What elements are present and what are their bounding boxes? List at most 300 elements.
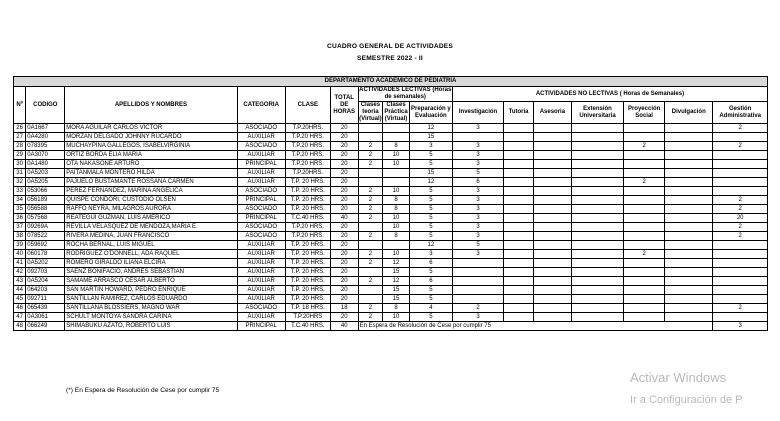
cell-nombre: ORTIZ BORDA ELIA MARIA [65, 151, 237, 160]
cell-nombre: MORA AGUILAR CARLOS VICTOR [65, 124, 237, 133]
cell-categoria: PRINCIPAL [237, 160, 285, 169]
footnote: (*) En Espera de Resolución de Cese por cumplir 75 [66, 387, 220, 394]
col-clase: CLASE [285, 87, 330, 124]
table-row [14, 133, 768, 142]
cell-proy [624, 232, 665, 241]
cell-codigo: 078395 [26, 142, 65, 151]
cell-clase: T.P.20 HRS. [285, 133, 330, 142]
cell-tut [504, 232, 534, 241]
cell-ase [533, 223, 571, 232]
cell-ges [713, 241, 768, 250]
cell-div [665, 250, 713, 259]
cell-categoria: AUXILIAR [237, 286, 285, 295]
cell-clase: T.P.20 HRS. [285, 223, 330, 232]
cell-pra: 10 [383, 187, 410, 196]
cell-ext [571, 169, 623, 178]
cell-prep: 5 [409, 196, 452, 205]
cell-total: 20 [330, 259, 358, 268]
cell-ext [571, 160, 623, 169]
cell-div [665, 214, 713, 223]
cell-inv: 2 [452, 304, 503, 313]
cell-ext [571, 232, 623, 241]
cell-nombre: RAFFO NEYRA, MILAGROS AURORA [65, 205, 237, 214]
cell-ges [713, 295, 768, 304]
cell-ext [571, 151, 623, 160]
cell-prep: 4 [409, 304, 452, 313]
cell-div [665, 205, 713, 214]
table-row [14, 160, 768, 169]
cell-clase: T.P.20HRS [285, 313, 330, 322]
cell-div [665, 151, 713, 160]
cell-ges [713, 286, 768, 295]
cell-div [665, 124, 713, 133]
cell-ges: 2 [713, 304, 768, 313]
cell-categoria: ASOCIADO [237, 187, 285, 196]
cell-pra [383, 133, 410, 142]
cell-ext [571, 250, 623, 259]
cell-nombre: OTA NAKASONE ARTURO [65, 160, 237, 169]
cell-teo [358, 178, 383, 187]
table-row [14, 187, 768, 196]
cell-proy [624, 124, 665, 133]
cell-prep: 5 [409, 232, 452, 241]
cell-inv: 3 [452, 205, 503, 214]
cell-categoria: AUXILIAR [237, 277, 285, 286]
cell-teo: 2 [358, 259, 383, 268]
cell-codigo: 0A1667 [26, 124, 65, 133]
cell-codigo: 0A5205 [26, 178, 65, 187]
cell-clase: T.P.20 HRS. [285, 142, 330, 151]
cell-total: 20 [330, 133, 358, 142]
cell-inv: 5 [452, 169, 503, 178]
cell-codigo: 057568 [26, 214, 65, 223]
cell-categoria: AUXILIAR [237, 133, 285, 142]
cell-div [665, 268, 713, 277]
cell-ext [571, 223, 623, 232]
cell-teo [358, 268, 383, 277]
table-row [14, 313, 768, 322]
cell-nombre: SANTILLAN RAMIREZ, CARLOS EDUARDO [65, 295, 237, 304]
col-divulgacion: Divulgación [665, 102, 713, 124]
cell-ges [713, 268, 768, 277]
cell-prep: 15 [409, 133, 452, 142]
cell-ges: 2 [713, 205, 768, 214]
cell-total: 20 [330, 160, 358, 169]
cell-ges: 2 [713, 232, 768, 241]
cell-ges [713, 151, 768, 160]
cell-div [665, 259, 713, 268]
cell-ase [533, 232, 571, 241]
col-nombres: APELLIDOS Y NOMBRES [65, 87, 237, 124]
col-categoria: CATEGORIA [237, 87, 285, 124]
cell-clase: T.P. 20 HRS. [285, 277, 330, 286]
cell-ase [533, 187, 571, 196]
cell-prep: 3 [409, 250, 452, 259]
cell-total: 40 [330, 214, 358, 223]
cell-ges: 2 [713, 142, 768, 151]
cell-prep: 12 [409, 124, 452, 133]
cell-n: 37 [14, 223, 26, 232]
cell-inv: 3 [452, 232, 503, 241]
table-row [14, 268, 768, 277]
cell-inv: 5 [452, 241, 503, 250]
cell-proy [624, 268, 665, 277]
cell-categoria: ASOCIADO [237, 304, 285, 313]
cell-tut [504, 124, 534, 133]
col-n: Nº [14, 87, 26, 124]
cell-nombre: RODRIGUEZ O'DONNELL, ADA RAQUEL [65, 250, 237, 259]
cell-teo: 2 [358, 160, 383, 169]
table-row [14, 205, 768, 214]
cell-inv [452, 277, 503, 286]
cell-ges [713, 313, 768, 322]
cell-codigo: 078522 [26, 232, 65, 241]
cell-nombre: SCHULT MONTOYA SANDRA CARINA [65, 313, 237, 322]
cell-n: 43 [14, 277, 26, 286]
cell-total: 20 [330, 286, 358, 295]
table-row [14, 232, 768, 241]
cell-n: 46 [14, 304, 26, 313]
cell-clase: T.P.20 HRS. [285, 160, 330, 169]
cell-tut [504, 187, 534, 196]
cell-nombre: ROMERO GIRALDO ILIANA ELCIRA [65, 259, 237, 268]
cell-ges: 2 [713, 223, 768, 232]
cell-ase [533, 160, 571, 169]
cell-nombre: PAJUELO BUSTAMANTE ROSSANA CARMEN [65, 178, 237, 187]
cell-prep: 5 [409, 268, 452, 277]
col-extension: Extensión Universitaria [571, 102, 623, 124]
cell-n: 32 [14, 178, 26, 187]
cell-categoria: AUXILIAR [237, 241, 285, 250]
cell-pra: 8 [383, 142, 410, 151]
cell-codigo: 092703 [26, 268, 65, 277]
cell-clase: T.P. 20 HRS. [285, 196, 330, 205]
cell-teo [358, 133, 383, 142]
cell-ges: 20 [713, 214, 768, 223]
cell-ase [533, 178, 571, 187]
cell-clase: T.P.20 HRS. [285, 232, 330, 241]
col-asesoria: Asesoria [533, 102, 571, 124]
table-row [14, 304, 768, 313]
cell-prep: 6 [409, 259, 452, 268]
cell-total: 20 [330, 178, 358, 187]
cell-proy: 2 [624, 142, 665, 151]
cell-tut [504, 160, 534, 169]
cell-tut [504, 286, 534, 295]
document-title: CUADRO GENERAL DE ACTIVIDADES [327, 43, 453, 50]
cell-tut [504, 304, 534, 313]
cell-inv: 3 [452, 223, 503, 232]
table-row [14, 223, 768, 232]
cell-teo: 2 [358, 304, 383, 313]
cell-teo [358, 169, 383, 178]
cell-total: 20 [330, 142, 358, 151]
cell-n: 44 [14, 286, 26, 295]
cell-prep: 5 [409, 205, 452, 214]
cell-pra: 12 [383, 277, 410, 286]
cell-ext [571, 286, 623, 295]
cell-n: 36 [14, 214, 26, 223]
table-row [14, 178, 768, 187]
cell-categoria: AUXILIAR [237, 151, 285, 160]
cell-inv: 3 [452, 196, 503, 205]
cell-tut [504, 223, 534, 232]
cell-clase: T.P. 20 HRS. [285, 187, 330, 196]
cell-ext [571, 133, 623, 142]
cell-n: 40 [14, 250, 26, 259]
cell-ges [713, 169, 768, 178]
cell-n: 34 [14, 196, 26, 205]
table-row [14, 142, 768, 151]
group-no-lectivas: ACTIVIDADES NO LECTIVAS ( Horas de Semanales) [452, 87, 767, 102]
cell-inv: 3 [452, 250, 503, 259]
cell-categoria: AUXILIAR [237, 250, 285, 259]
table-row [14, 286, 768, 295]
cell-ase [533, 295, 571, 304]
cell-inv: 3 [452, 160, 503, 169]
cell-ges [713, 178, 768, 187]
department-header: DEPARTAMENTO ACADEMICO DE PEDIATRIA [14, 77, 768, 87]
cell-tut [504, 250, 534, 259]
cell-inv [452, 295, 503, 304]
table-row [14, 214, 768, 223]
cell-codigo: 09269A [26, 223, 65, 232]
cell-inv [452, 286, 503, 295]
cell-categoria: ASOCIADO [237, 223, 285, 232]
cell-categoria: ASOCIADO [237, 205, 285, 214]
activities-table [13, 76, 768, 331]
col-teoria: Clases teoría (Virtual) [359, 102, 382, 122]
table-row [14, 124, 768, 133]
cell-nombre: PEREZ FERNANDEZ, MARINA ANGELICA [65, 187, 237, 196]
group-lectivas: ACTIVIDADES LECTIVAS (Horas de semanales) [359, 87, 452, 100]
cell-ext [571, 205, 623, 214]
cell-tut [504, 259, 534, 268]
cell-categoria: AUXILIAR [237, 268, 285, 277]
cell-nombre: SAMAME ARRASCO CESAR ALBERTO [65, 277, 237, 286]
table-row [14, 295, 768, 304]
windows-activation-settings-link[interactable]: Ir a Configuración de P [630, 394, 743, 406]
cell-ase [533, 205, 571, 214]
cell-ase [533, 133, 571, 142]
cell-inv: 3 [452, 187, 503, 196]
cell-total: 20 [330, 313, 358, 322]
cell-teo: 2 [358, 142, 383, 151]
cell-inv: 3 [452, 151, 503, 160]
cell-total: 20 [330, 241, 358, 250]
cell-proy: 2 [624, 178, 665, 187]
cell-n: 39 [14, 241, 26, 250]
cell-clase: T.C.40 HRS. [285, 214, 330, 223]
cell-nombre: MORZAN DELGADO JOHNNY RUCARDO [65, 133, 237, 142]
cell-div [665, 187, 713, 196]
cell-n: 33 [14, 187, 26, 196]
cell-ase [533, 196, 571, 205]
cell-tut [504, 295, 534, 304]
cell-div [665, 169, 713, 178]
cell-ges [713, 259, 768, 268]
cell-ase [533, 286, 571, 295]
cell-proy [624, 151, 665, 160]
cell-codigo: 0A4280 [26, 133, 65, 142]
cell-proy [624, 205, 665, 214]
table-row [14, 196, 768, 205]
cell-div [665, 142, 713, 151]
cell-inv [452, 133, 503, 142]
cell-n: 38 [14, 232, 26, 241]
col-total: TOTAL DE HORAS [330, 87, 358, 124]
cell-teo: 2 [358, 232, 383, 241]
cell-categoria: PRINCIPAL [237, 322, 285, 331]
cell-categoria: PRINCIPAL [237, 196, 285, 205]
table-row [14, 151, 768, 160]
cell-pra: 8 [383, 205, 410, 214]
cell-clase: T.P.20HRS. [285, 169, 330, 178]
cell-ase [533, 151, 571, 160]
cell-total: 20 [330, 124, 358, 133]
cell-clase: T.P. 20 HRS. [285, 268, 330, 277]
table-row [14, 169, 768, 178]
cell-tut [504, 313, 534, 322]
cell-div [665, 196, 713, 205]
cell-ext [571, 142, 623, 151]
cell-nombre: REATEGUI GUZMAN, LUIS AMERICO [65, 214, 237, 223]
cell-ase [533, 124, 571, 133]
cell-ase [533, 268, 571, 277]
cell-total: 18 [330, 304, 358, 313]
cell-div [665, 241, 713, 250]
cell-tut [504, 241, 534, 250]
cell-n: 41 [14, 259, 26, 268]
cell-ase [533, 304, 571, 313]
cell-categoria: AUXILIAR [237, 313, 285, 322]
cell-prep: 3 [409, 142, 452, 151]
cell-pra: 10 [383, 313, 410, 322]
cell-codigo: 056189 [26, 196, 65, 205]
cell-teo: 2 [358, 250, 383, 259]
cell-codigo: 060178 [26, 250, 65, 259]
cell-total: 40 [330, 322, 358, 331]
cell-nombre: SANTILLANA BLOSSIERS, MAGNO WAR [65, 304, 237, 313]
cell-teo: 2 [358, 187, 383, 196]
cell-codigo: 059692 [26, 241, 65, 250]
cell-total: 20 [330, 295, 358, 304]
cell-proy: 2 [624, 250, 665, 259]
cell-codigo: 0A3070 [26, 151, 65, 160]
cell-prep: 5 [409, 160, 452, 169]
cell-n: 47 [14, 313, 26, 322]
cell-nombre: SHIMABUKU AZATO, ROBERTO LUIS [65, 322, 237, 331]
cell-clase: T.P. 20 HRS. [285, 250, 330, 259]
cell-teo [358, 286, 383, 295]
cell-proy [624, 223, 665, 232]
cell-prep: 5 [409, 286, 452, 295]
cell-teo: 2 [358, 214, 383, 223]
cell-codigo: 056588 [26, 205, 65, 214]
cell-categoria: ASOCIADO [237, 124, 285, 133]
cell-div [665, 295, 713, 304]
cell-ext [571, 241, 623, 250]
cell-proy [624, 169, 665, 178]
cell-teo [358, 124, 383, 133]
cell-ges [713, 277, 768, 286]
cell-proy [624, 187, 665, 196]
cell-tut [504, 205, 534, 214]
cell-div [665, 313, 713, 322]
cell-proy [624, 241, 665, 250]
cell-total: 20 [330, 151, 358, 160]
cell-clase: T.P.20 HRS. [285, 151, 330, 160]
cell-tut [504, 214, 534, 223]
cell-div [665, 160, 713, 169]
cell-ext [571, 196, 623, 205]
cell-pra: 10 [383, 250, 410, 259]
cell-clase: T.P.20HRS. [285, 124, 330, 133]
cell-proy [624, 304, 665, 313]
col-tutoria: Tutoria [504, 102, 534, 124]
cell-clase: T.P. 20 HRS. [285, 259, 330, 268]
col-practica: Clases Práctica (Virtual) [384, 102, 408, 122]
cell-n: 26 [14, 124, 26, 133]
cell-ase [533, 241, 571, 250]
cell-total: 20 [330, 223, 358, 232]
cell-clase: T.P. 20 HRS. [285, 295, 330, 304]
cell-ase [533, 250, 571, 259]
cell-tut [504, 268, 534, 277]
table-body [14, 124, 768, 331]
cell-ase [533, 169, 571, 178]
cell-ext [571, 259, 623, 268]
cell-prep: 6 [409, 277, 452, 286]
cell-proy [624, 160, 665, 169]
cell-ext [571, 277, 623, 286]
cell-ext [571, 178, 623, 187]
table-row [14, 241, 768, 250]
col-preparacion: Preparación y Evaluación [409, 102, 452, 124]
cell-div [665, 178, 713, 187]
cell-ext [571, 295, 623, 304]
cell-ext [571, 214, 623, 223]
cell-n: 27 [14, 133, 26, 142]
cell-prep: 5 [409, 295, 452, 304]
cell-teo: 2 [358, 277, 383, 286]
cell-tut [504, 133, 534, 142]
cell-ges [713, 160, 768, 169]
cell-clase: T.P. 20 HRS. [285, 178, 330, 187]
cell-ase [533, 277, 571, 286]
cell-tut [504, 277, 534, 286]
cell-prep: 5 [409, 313, 452, 322]
cell-n: 35 [14, 205, 26, 214]
cell-proy [624, 259, 665, 268]
cell-ext [571, 124, 623, 133]
cell-div [665, 277, 713, 286]
col-proyeccion: Proyección Social [624, 102, 665, 124]
cell-ges [713, 250, 768, 259]
col-gestion: Gestión Administrativa [713, 102, 768, 124]
cell-clase: T.C.40 HRS. [285, 322, 330, 331]
cell-clase: T.P. 20 HRS. [285, 286, 330, 295]
cell-pra: 8 [383, 196, 410, 205]
cell-div [665, 304, 713, 313]
table-row [14, 259, 768, 268]
cell-ext [571, 268, 623, 277]
cell-pra: 8 [383, 304, 410, 313]
cell-inv [452, 268, 503, 277]
cell-proy [624, 133, 665, 142]
cell-codigo: 053066 [26, 187, 65, 196]
cell-ase [533, 214, 571, 223]
